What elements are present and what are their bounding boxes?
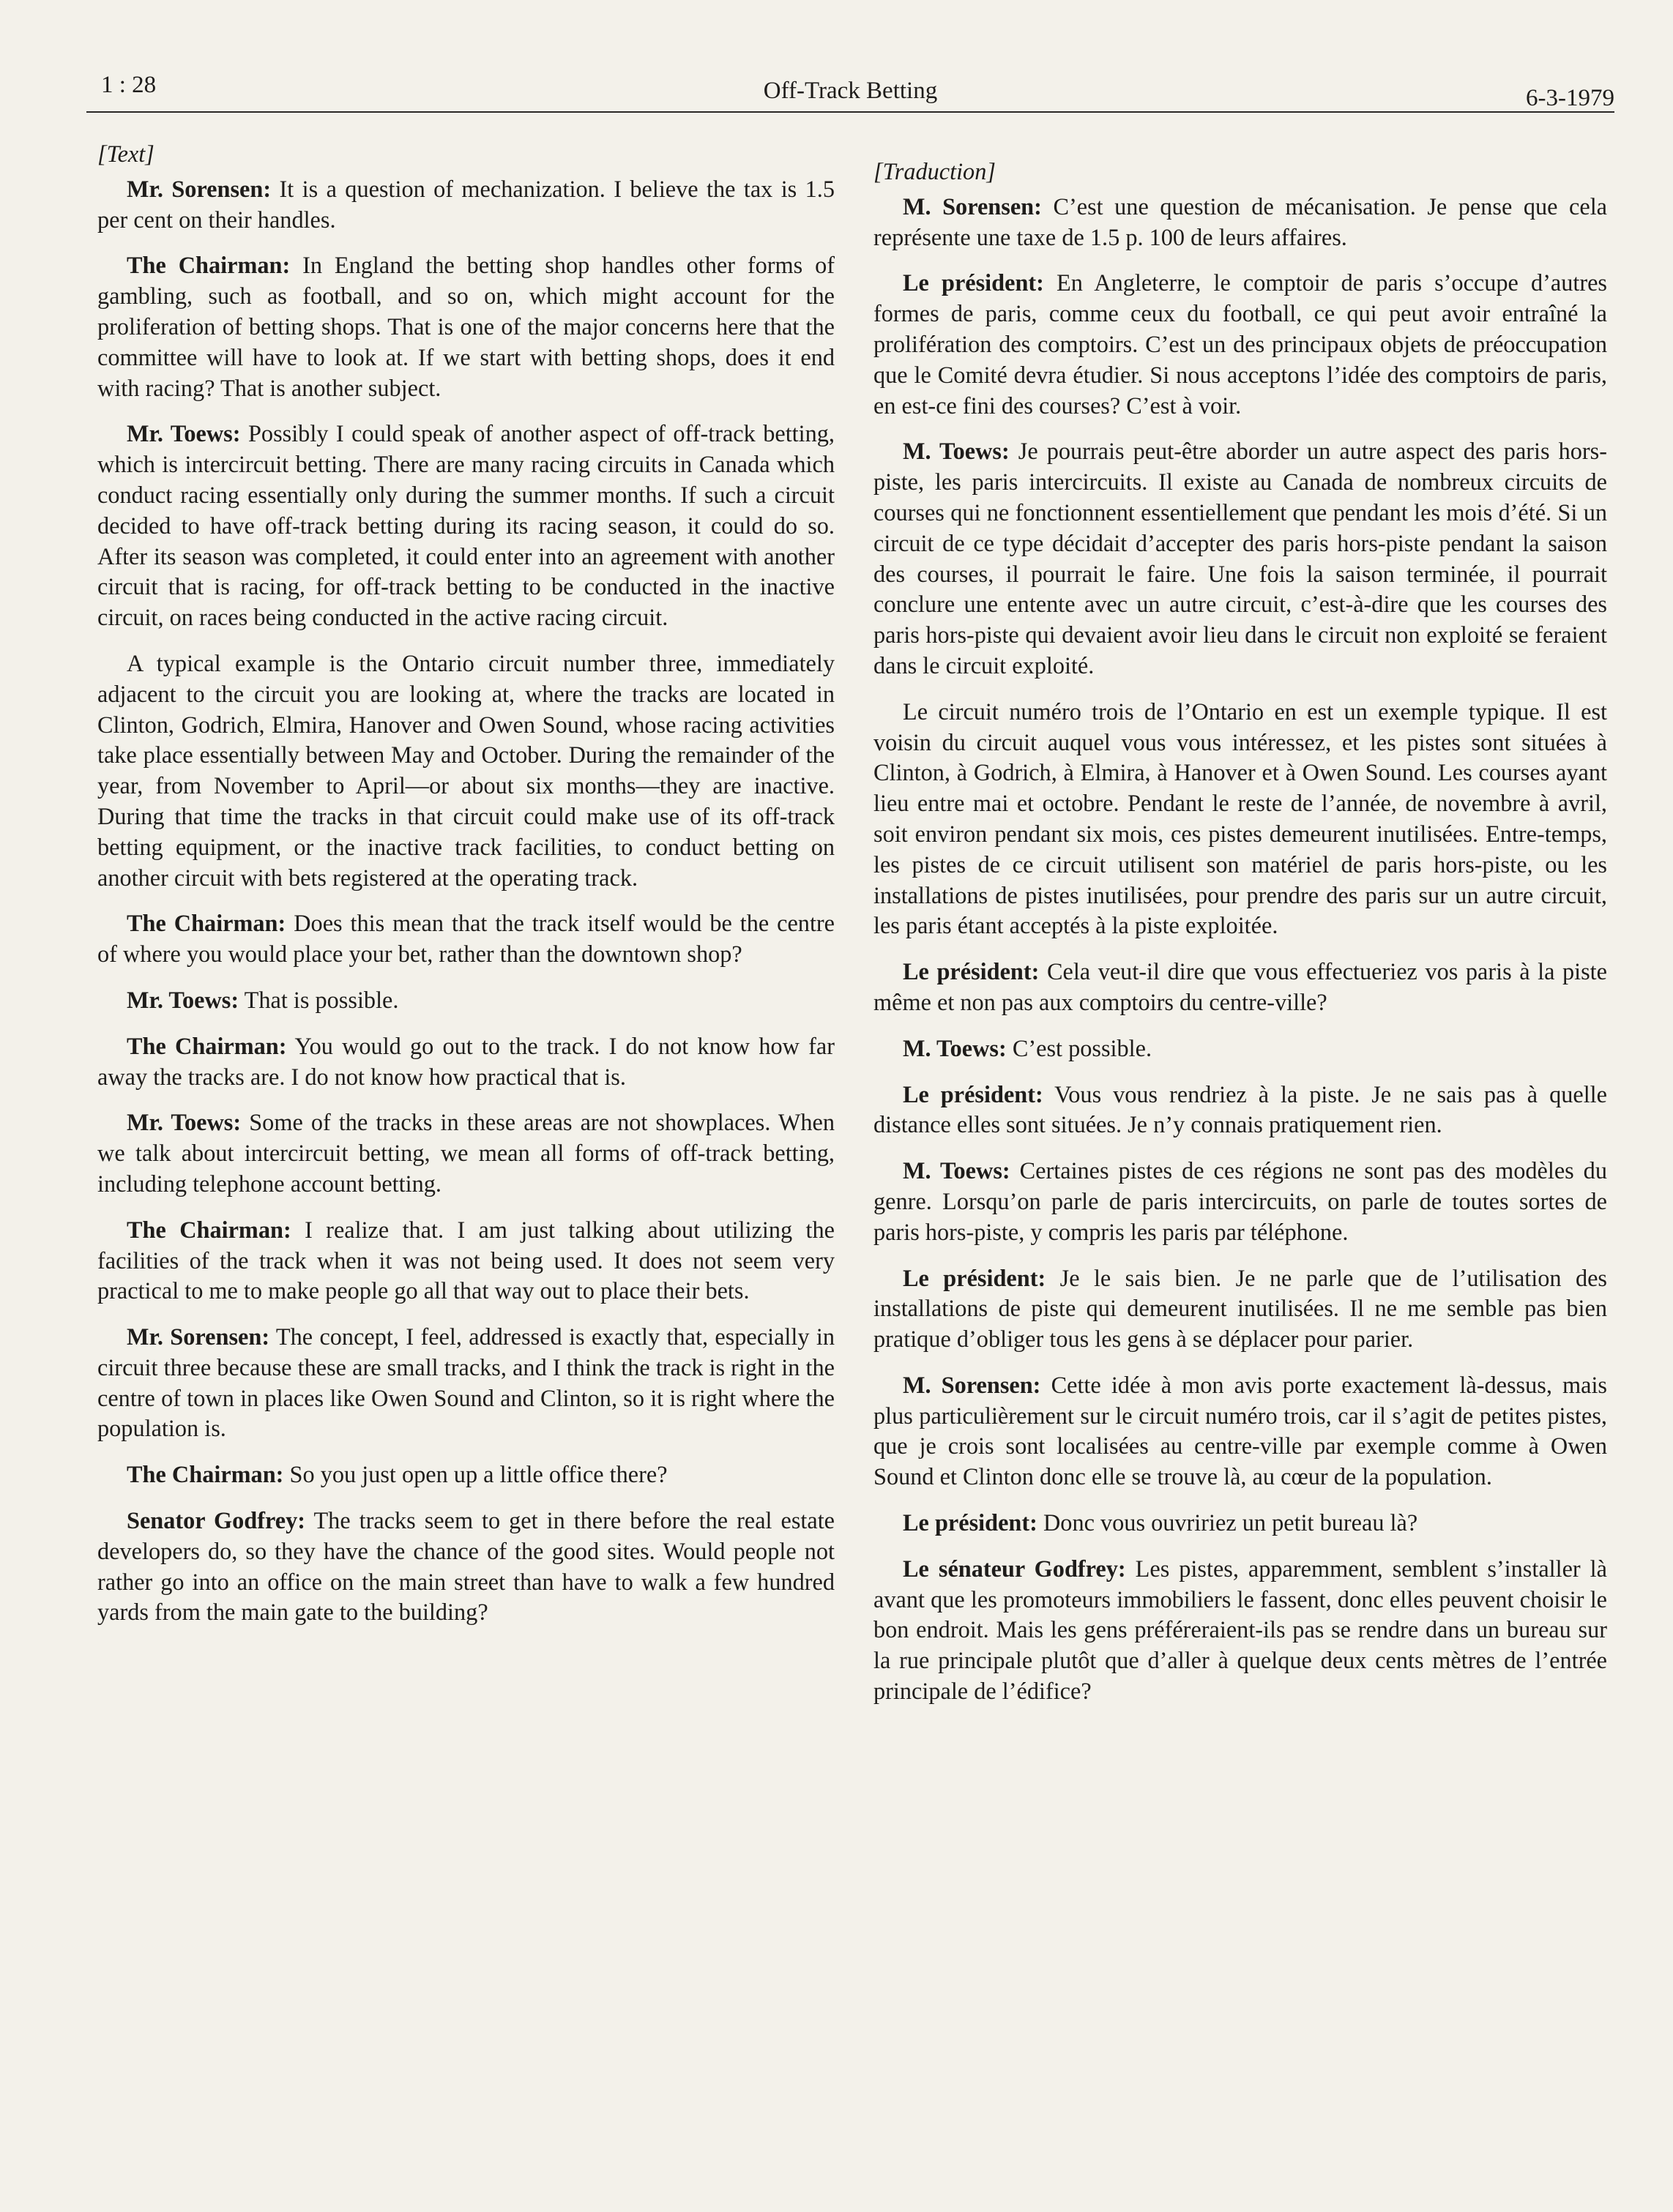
transcript-paragraph: [97, 908, 835, 970]
transcript-paragraph: [97, 649, 835, 893]
speaker-name: Mr. Toews:: [127, 986, 239, 1013]
statement-text: The tracks seem to get in there before the real estate developers do, so they have the chance of the good sites. Would people not rather go into an office on the main street than have to walk a few hundred yards from the main gate to the building?: [97, 1507, 835, 1626]
statement-text: En Angleterre, le comptoir de paris s’occupe d’autres formes de paris, comme ceux du football, ce qui peut avoir entraîné la prolifération des comptoirs. C’est un des principaux objets de préoccupation que le Comité devra étudier. Si nous acceptons l’idée des comptoirs de paris, en est-ce fini des courses? C’est à voir.: [873, 269, 1607, 419]
statement-text: Certaines pistes de ces régions ne sont pas des modèles du genre. Lorsqu’on parle de paris intercircuits, on parle de toutes sortes de paris hors-piste, y compris les paris par téléphone.: [873, 1157, 1607, 1245]
statement-text: C’est une question de mécanisation. Je pense que cela représente une taxe de 1.5 p. 100 de leurs affaires.: [873, 193, 1608, 250]
transcript-paragraph: [873, 268, 1607, 421]
statement-text: Some of the tracks in these areas are not showplaces. When we talk about intercircuit betting, we mean all forms of off-track betting, including telephone account betting.: [97, 1109, 835, 1197]
statement-text: A typical example is the Ontario circuit number three, immediately adjacent to the circuit you are looking at, where the tracks are located in Clinton, Godrich, Elmira, Hanover and Owen Sound, whose racing activities take place essentially between May and October. During the remainder of the year, from November to April—or about six months—they are inactive. During that time the tracks in that circuit could make use of its off-track betting equipment, or the inactive track facilities, to conduct betting on another circuit with bets registered at the operating track.: [97, 649, 835, 891]
transcript-paragraph: [873, 1263, 1607, 1355]
transcript-paragraph: [97, 419, 835, 633]
speaker-name: The Chairman:: [127, 1216, 291, 1243]
transcript-paragraph: [97, 1107, 835, 1199]
speaker-name: The Chairman:: [127, 252, 291, 279]
document-date: 6-3-1979: [1526, 85, 1614, 111]
english-column-label: [Text]: [97, 141, 154, 167]
speaker-name: Senator Godfrey:: [127, 1507, 306, 1534]
speaker-name: The Chairman:: [127, 910, 286, 937]
statement-text: Vous vous rendriez à la piste. Je ne sais pas à quelle distance elles sont situées. Je n’y connais pratiquement rien.: [873, 1080, 1607, 1138]
page-number: 1 : 28: [101, 72, 157, 98]
transcript-paragraph: [873, 1156, 1607, 1247]
speaker-name: M. Sorensen:: [903, 1371, 1041, 1398]
speaker-name: The Chairman:: [127, 1032, 287, 1059]
statement-text: Les pistes, apparemment, semblent s’installer là avant que les promoteurs immobiliers le fassent, donc elles peuvent choisir le bon endroit. Mais les gens préféreraient-ils pas se rendre dans un bureau sur la rue principale plutôt que d’aller à quelque deux cents mètres de l’entrée principale de l’édifice?: [873, 1555, 1607, 1705]
transcript-paragraph: [873, 697, 1607, 941]
statement-text: Cela veut-il dire que vous effectueriez vos paris à la piste même et non pas aux comptoirs du centre-ville?: [873, 958, 1607, 1015]
transcript-paragraph: [97, 1506, 835, 1628]
running-header: [86, 67, 1614, 113]
transcript-paragraph: [97, 985, 835, 1016]
transcript-paragraph: [873, 1080, 1607, 1141]
statement-text: Je le sais bien. Je ne parle que de l’utilisation des installations de piste qui demeurent inutilisées. Il ne me semble pas bien pratique d’obliger tous les gens à se déplacer pour parier.: [873, 1264, 1607, 1353]
transcript-paragraph: [97, 1215, 835, 1307]
statement-text: Le circuit numéro trois de l’Ontario en est un exemple typique. Il est voisin du circuit auquel vous vous intéressez, et les pistes sont situées à Clinton, à Godrich, à Elmira, à Hanover et à Owen Sound. Les courses ayant lieu entre mai et octobre. Pendant le reste de l’année, de novembre à avril, soit environ pendant six mois, ces pistes demeurent inutilisées. Entre-temps, les pistes de ce circuit utilisent son matériel de paris hors-piste, ou les installations de pistes inutilisées, pour prendre des paris sur un autre circuit, les paris étant acceptés à la piste exploitée.: [873, 698, 1607, 939]
statement-text: Donc vous ouvririez un petit bureau là?: [1043, 1509, 1418, 1536]
statement-text: So you just open up a little office there?: [289, 1461, 668, 1488]
statement-text: You would go out to the track. I do not know how far away the tracks are. I do not know how practical that is.: [97, 1032, 835, 1090]
statement-text: That is possible.: [244, 986, 399, 1013]
speaker-name: Mr. Sorensen:: [127, 1323, 270, 1350]
speaker-name: Mr. Toews:: [127, 1109, 242, 1136]
speaker-name: Mr. Sorensen:: [127, 175, 272, 202]
speaker-name: Le président:: [903, 1080, 1043, 1107]
speaker-name: Le président:: [903, 269, 1044, 296]
speaker-name: The Chairman:: [127, 1461, 284, 1488]
speaker-name: M. Toews:: [903, 438, 1010, 465]
speaker-name: Le président:: [903, 1509, 1037, 1536]
statement-text: It is a question of mechanization. I believe the tax is 1.5 per cent on their handles.: [97, 175, 835, 233]
speaker-name: M. Toews:: [903, 1034, 1007, 1061]
transcript-paragraph: [873, 1554, 1607, 1707]
transcript-paragraph: [873, 957, 1607, 1018]
statement-text: Possibly I could speak of another aspect of off-track betting, which is intercircuit betting. There are many racing circuits in Canada which conduct racing essentially only during the summer months. If such a circuit decided to have off-track betting during its racing season, it could do so. After its season was completed, it could enter into an agreement with another circuit that is racing, for off-track betting to be conducted in the inactive circuit, on races being conducted in the active racing circuit.: [97, 420, 835, 631]
transcript-paragraph: [97, 1460, 835, 1490]
speaker-name: Le président:: [903, 1264, 1046, 1291]
transcript-paragraph: [873, 1034, 1607, 1064]
transcript-paragraph: [873, 192, 1607, 253]
statement-text: C’est possible.: [1012, 1034, 1152, 1061]
transcript-paragraph: [97, 174, 835, 236]
speaker-name: Mr. Toews:: [127, 420, 241, 447]
document-title: Off-Track Betting: [763, 78, 938, 104]
french-column-label: [Traduction]: [873, 158, 996, 184]
english-column: [97, 139, 835, 1643]
transcript-paragraph: [873, 1508, 1607, 1539]
statement-text: In England the betting shop handles other forms of gambling, such as football, and so on, which might account for the proliferation of betting shops. That is one of the major concerns here that the committee will have to look at. If we start with betting shops, does it end with racing? That is another subject.: [97, 252, 835, 401]
transcript-paragraph: [97, 250, 835, 403]
statement-text: The concept, I feel, addressed is exactly that, especially in circuit three because these are small tracks, and I think the track is right in the centre of town in places like Owen Sound and Clinton, so it is right where the population is.: [97, 1323, 835, 1442]
speaker-name: Le sénateur Godfrey:: [903, 1555, 1126, 1582]
speaker-name: M. Sorensen:: [903, 193, 1042, 220]
statement-text: I realize that. I am just talking about utilizing the facilities of the track when it was not being used. It does not seem very practical to me to make people go all that way out to place their bets.: [97, 1216, 835, 1304]
transcript-paragraph: [873, 436, 1607, 681]
transcript-paragraph: [873, 1370, 1607, 1492]
transcript-paragraph: [97, 1031, 835, 1093]
speaker-name: M. Toews:: [903, 1157, 1010, 1184]
statement-text: Je pourrais peut-être aborder un autre aspect des paris hors-piste, les paris intercircuits. Il existe au Canada de nombreux circuits de courses qui ne fonctionnent essentiellement que pendant les mois d’été. Si un circuit de ce type décidait d’accepter des paris hors-piste pendant la saison des courses, il pourrait le faire. Une fois la saison terminée, il pourrait conclure une entente avec un autre circuit, c’est-à-dire que les courses des paris hors-piste qui devaient avoir lieu dans le circuit non exploité se feraient dans le circuit exploité.: [873, 438, 1607, 679]
statement-text: Cette idée à mon avis porte exactement là-dessus, mais plus particulièrement sur le circuit numéro trois, car il s’agit de petites pistes, que je crois sont localisées au centre-ville par exemple comme à Owen Sound et Clinton donc elle se trouve là, au cœur de la population.: [873, 1371, 1607, 1490]
statement-text: Does this mean that the track itself would be the centre of where you would place your bet, rather than the downtown shop?: [97, 910, 835, 968]
transcript-paragraph: [97, 1322, 835, 1444]
french-column: [873, 157, 1607, 1722]
speaker-name: Le président:: [903, 958, 1040, 985]
